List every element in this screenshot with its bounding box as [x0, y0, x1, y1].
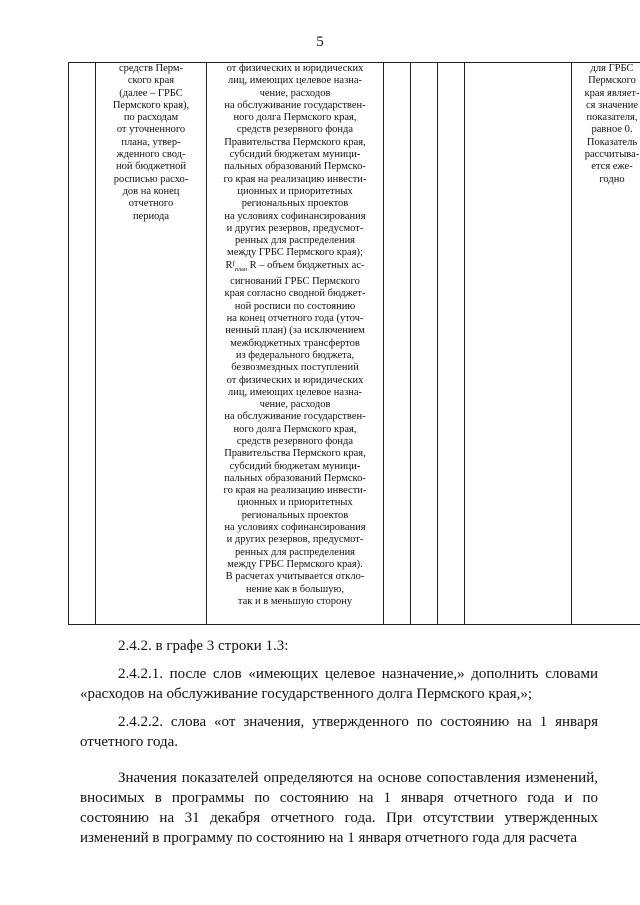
table-cell-formula-description: от физических и юридических лиц, имеющих целевое назна- чение, расходов на обслуживание государствен- ного долга Пермского края, средств резервного фонда Правительства Пермского края, субсидий бюджетам муници- пальных образований Пермско- го края на реализацию инвести- ционных и приоритетных региональных проектов на условиях софинансирования и других резервов, предусмот- ренных для распределения между ГРБС Пермского края); $R^f_{план}$ R – объем бюджетных ас- сигнований ГРБС Пермского края согласно сводной бюджет- ной росписи по состоянию на конец отчетного года (уточ- ненный план) (за исключением межбюджетных трансфертов из федерального бюджета, безвозмездных поступлений от физических и юридических лиц, имеющих целевое назна- чение, расходов на обслуживание государствен- ного долга Пермского края, средств резервного фонда Правительства Пермского края, субсидий бюджетам муници- пальных образований Пермско- го края на реализацию инвести- ционных и приоритетных региональных проектов на условиях софинансирования и других резервов, предусмот- ренных для распределения между ГРБС Пермского края). В расчетах учитывается откло- нение как в большую, так и в меньшую сторону	[207, 63, 384, 625]
table-cell-indicator: средств Перм- ского края (далее – ГРБС Пермского края), по расходам от уточненного плана, утвер- жденного свод- ной бюджетной росписью расхо- дов на конец отчетного периода	[96, 63, 207, 625]
paragraph-2-4-2: 2.4.2. в графе 3 строки 1.3:	[118, 638, 289, 654]
page-number: 5	[316, 34, 324, 50]
table-cell-empty	[438, 63, 465, 625]
document-body	[80, 636, 598, 848]
indicator-table	[68, 62, 640, 625]
formula-r-line: $R^f_{план}$ R – объем бюджетных ас-	[225, 259, 365, 273]
paragraph-2-4-2-2: 2.4.2.2. слова «от значения, утвержденного по состоянию на 1 января отчетного года.	[80, 714, 598, 750]
table-row	[69, 63, 640, 625]
table-cell-note: для ГРБС Пермского края являет- ся значение показателя, равное 0. Показатель рассчитыва- ется еже- годно	[572, 63, 640, 625]
paragraph-indicator-values: Значения показателей определяются на основе сопоставления изменений, вносимых в программы по состоянию на 1 января отчетного года и по состоянию на 31 декабря отчетного года. При отсутствии утвержденных изменений в программу по состоянию на 1 января отчетного года для расчета	[80, 770, 598, 846]
table-cell-empty	[411, 63, 438, 625]
table-cell-empty	[384, 63, 411, 625]
table-cell-empty	[465, 63, 572, 625]
table-cell-number	[69, 63, 96, 625]
paragraph-2-4-2-1: 2.4.2.1. после слов «имеющих целевое назначение,» дополнить словами «расходов на обслуживание государственного долга Пермского края,»;	[80, 666, 598, 702]
